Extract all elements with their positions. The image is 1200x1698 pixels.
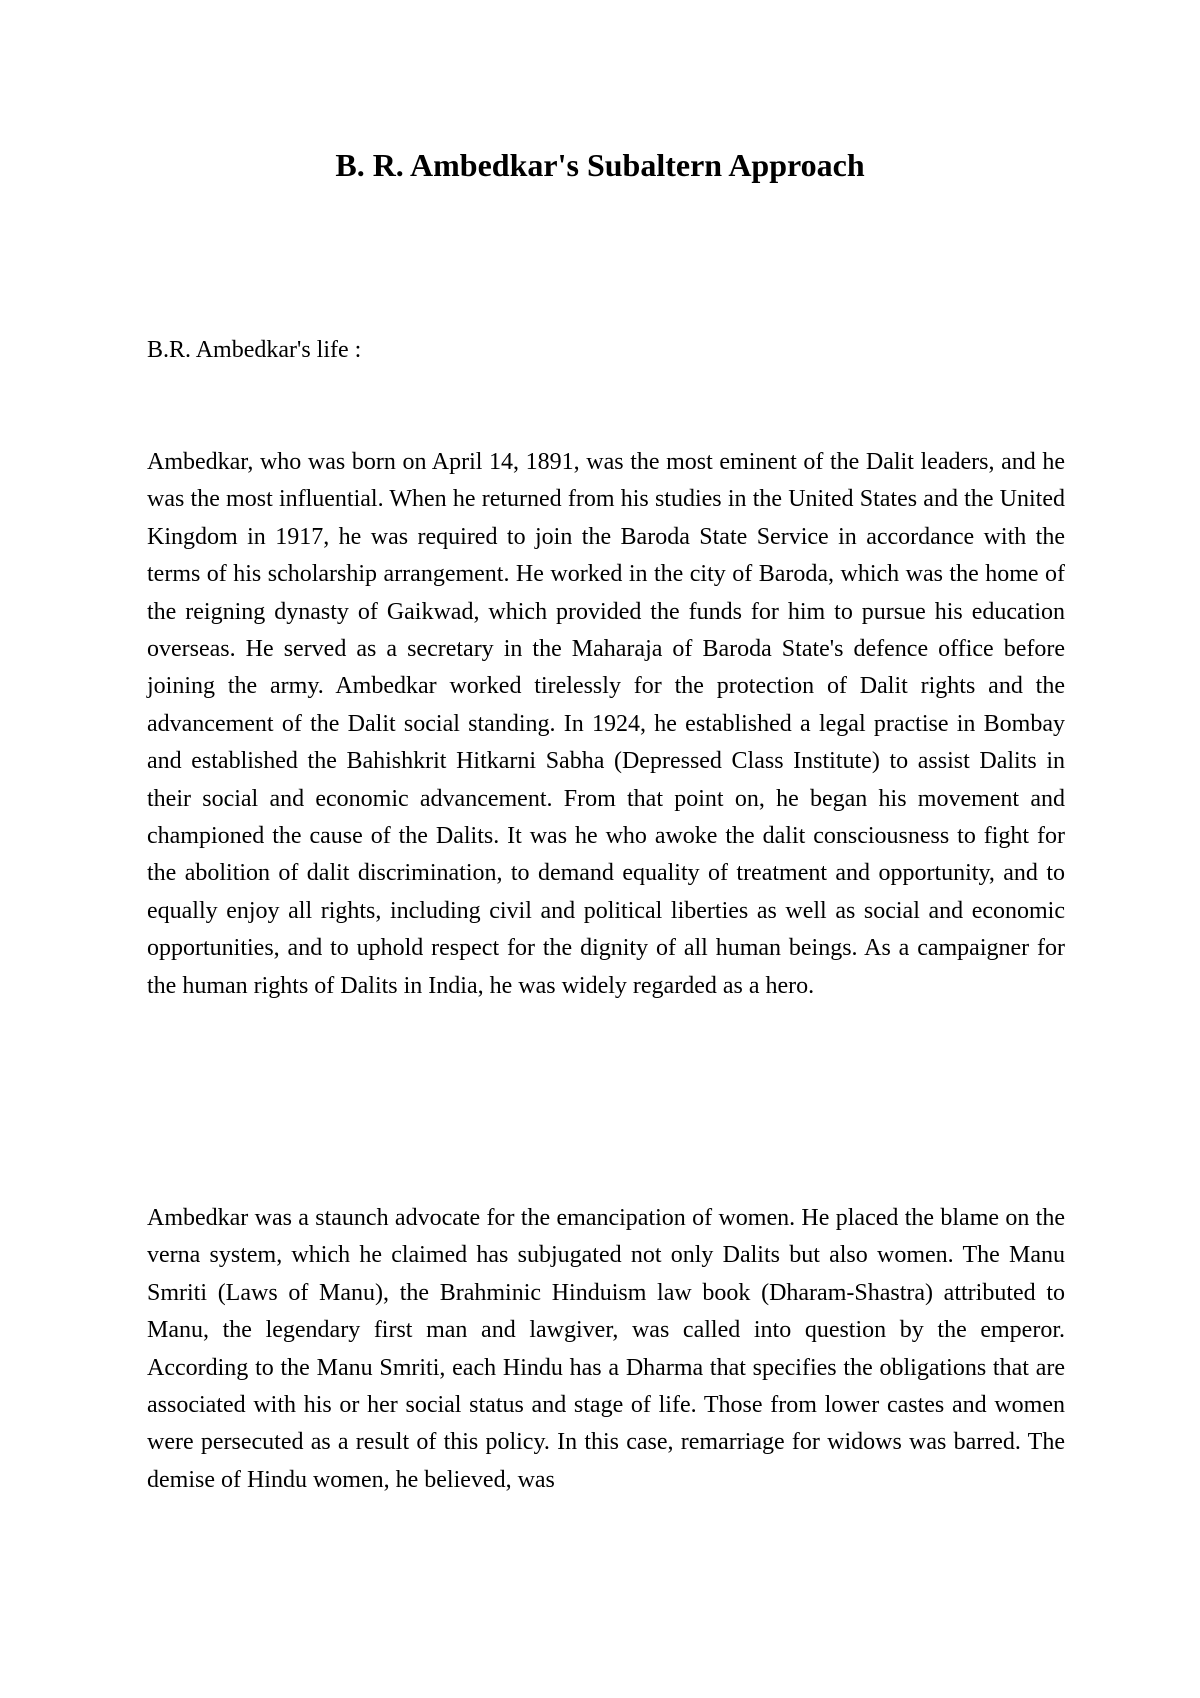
body-paragraph-1: Ambedkar, who was born on April 14, 1891, was the most eminent of the Dalit leaders, and he was the most influential. When he returned from his studies in the United States and the United Kingdom in 1917, he was required to join the Baroda State Service in accordance with the terms of his scholarship arrangement. He worked in the city of Baroda, which was the home of the reigning dynasty of Gaikwad, which provided the funds for him to pursue his education overseas. He served as a secretary in the Maharaja of Baroda State's defence office before joining the army. Ambedkar worked tirelessly for the protection of Dalit rights and the advancement of the Dalit social standing. In 1924, he established a legal practise in Bombay and established the Bahishkrit Hitkarni Sabha (Depressed Class Institute) to assist Dalits in their social and economic advancement. From that point on, he began his movement and championed the cause of the Dalits. It was he who awoke the dalit consciousness to fight for the abolition of dalit discrimination, to demand equality of treatment and opportunity, and to equally enjoy all rights, including civil and political liberties as well as social and economic opportunities, and to uphold respect for the dignity of all human beings. As a campaigner for the human rights of Dalits in India, he was widely regarded as a hero. bbox=[147, 449, 1065, 999]
section-heading: B.R. Ambedkar's life : bbox=[147, 337, 362, 363]
document-title: B. R. Ambedkar's Subaltern Approach bbox=[335, 147, 865, 183]
body-paragraph-2: Ambedkar was a staunch advocate for the emancipation of women. He placed the blame on the verna system, which he claimed has subjugated not only Dalits but also women. The Manu Smriti (Laws of Manu), the Brahminic Hinduism law book (Dharam-Shastra) attributed to Manu, the legendary first man and lawgiver, was called into question by the emperor. According to the Manu Smriti, each Hindu has a Dharma that specifies the obligations that are associated with his or her social status and stage of life. Those from lower castes and women were persecuted as a result of this policy. In this case, remarriage for widows was barred. The demise of Hindu women, he believed, was bbox=[147, 1205, 1065, 1493]
